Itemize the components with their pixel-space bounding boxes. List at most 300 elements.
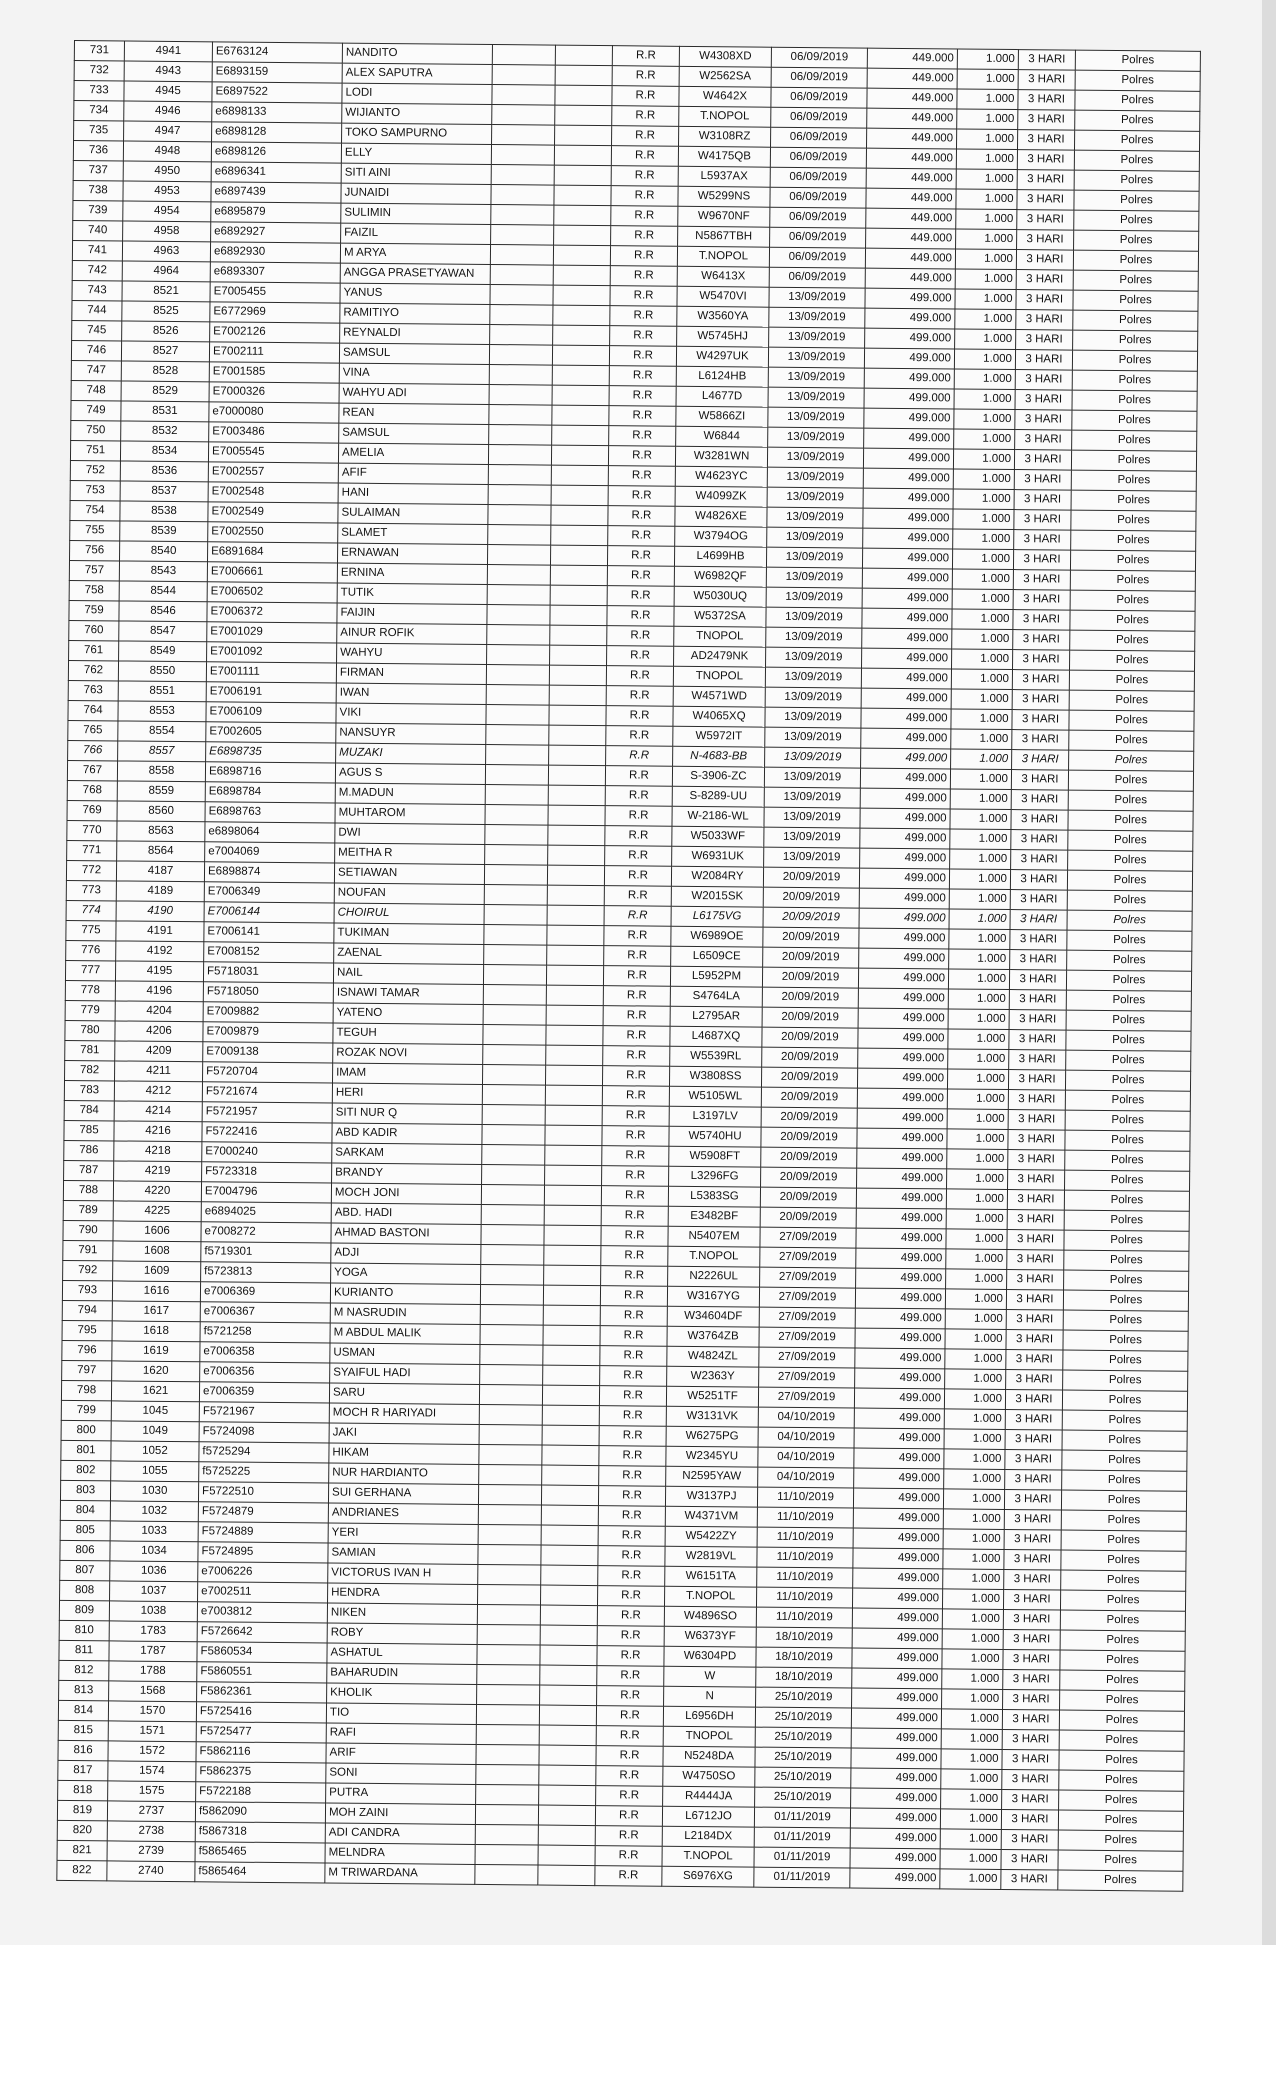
plate-cell: W6373YF	[664, 1626, 756, 1647]
blank-cell	[547, 945, 604, 966]
name-cell: HIKAM	[329, 1443, 479, 1464]
row-number: 783	[64, 1080, 114, 1100]
plate-cell: W5105WL	[669, 1086, 761, 1107]
name-cell: IWAN	[336, 683, 486, 704]
duration-cell: 3 HARI	[1009, 1050, 1066, 1071]
name-cell: ABD KADIR	[332, 1123, 482, 1144]
blank-cell	[479, 1404, 542, 1425]
blank-cell	[480, 1344, 543, 1365]
duration-cell: 3 HARI	[1018, 110, 1075, 131]
plate-cell: W9670NF	[678, 206, 770, 227]
status-cell: R.R	[610, 286, 677, 307]
blank-cell	[549, 745, 606, 766]
row-number: 744	[72, 300, 122, 320]
duration-cell: 3 HARI	[1001, 1849, 1058, 1870]
code-cell: 4219	[114, 1161, 202, 1182]
amount-cell: 449.000	[866, 228, 956, 249]
row-number: 768	[67, 780, 117, 800]
duration-cell: 3 HARI	[1002, 1749, 1059, 1770]
date-cell: 13/09/2019	[764, 827, 860, 848]
remark-cell: Polres	[1075, 50, 1200, 71]
plate-cell: L4677D	[676, 386, 768, 407]
row-number: 807	[60, 1560, 110, 1580]
id-cell: E7001111	[206, 662, 336, 683]
blank-cell	[478, 1484, 541, 1505]
name-cell: AFIF	[338, 463, 488, 484]
code-cell: 4211	[115, 1061, 203, 1082]
row-number: 802	[61, 1460, 111, 1480]
duration-cell: 3 HARI	[1017, 190, 1074, 211]
blank-cell	[487, 584, 550, 605]
name-cell: M NASRUDIN	[330, 1303, 480, 1324]
blank-cell	[475, 1864, 538, 1885]
date-cell: 13/09/2019	[768, 427, 864, 448]
plate-cell: L4687XQ	[670, 1026, 762, 1047]
duration-cell: 3 HARI	[1015, 350, 1072, 371]
plate-cell: W4297UK	[676, 346, 768, 367]
date-cell: 25/10/2019	[755, 1787, 851, 1808]
qty-cell: 1.000	[954, 409, 1015, 430]
status-cell: R.R	[600, 1366, 667, 1387]
blank-cell	[483, 964, 546, 985]
remark-cell: Polres	[1063, 1350, 1188, 1371]
blank-cell	[480, 1364, 543, 1385]
blank-cell	[476, 1784, 539, 1805]
duration-cell: 3 HARI	[1004, 1549, 1061, 1570]
date-cell: 13/09/2019	[765, 727, 861, 748]
blank-cell	[482, 1084, 545, 1105]
blank-cell	[552, 425, 609, 446]
status-cell: R.R	[608, 526, 675, 547]
name-cell: YANUS	[340, 283, 490, 304]
id-cell: E6772969	[210, 302, 340, 323]
plate-cell: L6712JO	[662, 1806, 754, 1827]
name-cell: NOUFAN	[334, 883, 484, 904]
amount-cell: 499.000	[863, 488, 953, 509]
id-cell: E7006141	[204, 922, 334, 943]
duration-cell: 3 HARI	[1003, 1689, 1060, 1710]
row-number: 794	[62, 1300, 112, 1320]
id-cell: E7006349	[204, 882, 334, 903]
status-cell: R.R	[605, 826, 672, 847]
name-cell: AMELIA	[338, 443, 488, 464]
qty-cell: 1.000	[950, 829, 1011, 850]
id-cell: E6893159	[212, 62, 342, 83]
remark-cell: Polres	[1066, 1030, 1191, 1051]
status-cell: R.R	[595, 1866, 662, 1887]
code-cell: 1621	[111, 1381, 199, 1402]
plate-cell: W6304PD	[664, 1646, 756, 1667]
blank-cell	[485, 784, 548, 805]
status-cell: R.R	[610, 326, 677, 347]
qty-cell: 1.000	[956, 209, 1017, 230]
blank-cell	[492, 125, 555, 146]
code-cell: 4220	[113, 1181, 201, 1202]
status-cell: R.R	[611, 226, 678, 247]
date-cell: 13/09/2019	[764, 787, 860, 808]
remark-cell: Polres	[1066, 1010, 1191, 1031]
plate-cell: N5407EM	[668, 1226, 760, 1247]
date-cell: 20/09/2019	[761, 1087, 857, 1108]
plate-cell: TNOPOL	[673, 666, 765, 687]
plate-cell: W2363Y	[667, 1366, 759, 1387]
status-cell: R.R	[611, 146, 678, 167]
plate-cell: W4065XQ	[673, 706, 765, 727]
status-cell: R.R	[597, 1666, 664, 1687]
code-cell: 8531	[121, 401, 209, 422]
duration-cell: 3 HARI	[1010, 890, 1067, 911]
plate-cell: L6175VG	[671, 906, 763, 927]
duration-cell: 3 HARI	[1008, 1110, 1065, 1131]
row-number: 796	[62, 1340, 112, 1360]
plate-cell: W34604DF	[667, 1306, 759, 1327]
date-cell: 13/09/2019	[767, 527, 863, 548]
code-cell: 2737	[107, 1801, 195, 1822]
qty-cell: 1.000	[944, 1449, 1005, 1470]
status-cell: R.R	[596, 1786, 663, 1807]
blank-cell	[491, 205, 554, 226]
remark-cell: Polres	[1058, 1830, 1183, 1851]
name-cell: WIJIANTO	[342, 103, 492, 124]
blank-cell	[490, 285, 553, 306]
row-number: 767	[67, 760, 117, 780]
blank-cell	[479, 1444, 542, 1465]
qty-cell: 1.000	[944, 1409, 1005, 1430]
blank-cell	[482, 1104, 545, 1125]
remark-cell: Polres	[1059, 1770, 1184, 1791]
date-cell: 11/10/2019	[756, 1587, 852, 1608]
qty-cell: 1.000	[943, 1529, 1004, 1550]
code-cell: 8563	[117, 821, 205, 842]
code-cell: 1783	[109, 1621, 197, 1642]
qty-cell: 1.000	[940, 1869, 1001, 1890]
plate-cell: W6275PG	[666, 1426, 758, 1447]
row-number: 776	[66, 940, 116, 960]
status-cell: R.R	[606, 706, 673, 727]
row-number: 819	[57, 1800, 107, 1820]
blank-cell	[541, 1505, 598, 1526]
code-cell: 8551	[118, 681, 206, 702]
date-cell: 13/09/2019	[768, 347, 864, 368]
blank-cell	[475, 1844, 538, 1865]
id-cell: E7006191	[206, 682, 336, 703]
row-number: 756	[70, 540, 120, 560]
plate-cell: S6976XG	[662, 1866, 754, 1887]
plate-cell: L6956DH	[663, 1706, 755, 1727]
id-cell: E7000240	[202, 1142, 332, 1163]
date-cell: 13/09/2019	[767, 467, 863, 488]
amount-cell: 499.000	[852, 1628, 942, 1649]
duration-cell: 3 HARI	[1018, 70, 1075, 91]
remark-cell: Polres	[1072, 350, 1197, 371]
status-cell: R.R	[605, 786, 672, 807]
row-number: 815	[58, 1720, 108, 1740]
date-cell: 11/10/2019	[757, 1527, 853, 1548]
amount-cell: 499.000	[857, 1088, 947, 1109]
amount-cell: 499.000	[853, 1568, 943, 1589]
name-cell: MUZAKI	[336, 743, 486, 764]
blank-cell	[480, 1324, 543, 1345]
row-number: 812	[59, 1660, 109, 1680]
qty-cell: 1.000	[953, 529, 1014, 550]
remark-cell: Polres	[1068, 850, 1193, 871]
code-cell: 1608	[113, 1241, 201, 1262]
blank-cell	[544, 1245, 601, 1266]
blank-cell	[486, 744, 549, 765]
blank-cell	[548, 805, 605, 826]
qty-cell: 1.000	[953, 449, 1014, 470]
blank-cell	[551, 505, 608, 526]
row-number: 757	[69, 560, 119, 580]
duration-cell: 3 HARI	[1003, 1609, 1060, 1630]
remark-cell: Polres	[1073, 250, 1198, 271]
name-cell: HANI	[338, 483, 488, 504]
blank-cell	[555, 65, 612, 86]
qty-cell: 1.000	[942, 1669, 1003, 1690]
date-cell: 11/10/2019	[756, 1607, 852, 1628]
name-cell: TEGUH	[333, 1023, 483, 1044]
name-cell: BRANDY	[332, 1163, 482, 1184]
blank-cell	[551, 525, 608, 546]
row-number: 785	[64, 1120, 114, 1140]
id-cell: e7003812	[197, 1602, 327, 1623]
qty-cell: 1.000	[948, 969, 1009, 990]
date-cell: 13/09/2019	[766, 607, 862, 628]
blank-cell	[490, 305, 553, 326]
duration-cell: 3 HARI	[1010, 870, 1067, 891]
amount-cell: 499.000	[859, 868, 949, 889]
code-cell: 1037	[110, 1581, 198, 1602]
id-cell: E6898716	[205, 762, 335, 783]
code-cell: 1609	[113, 1261, 201, 1282]
amount-cell: 499.000	[852, 1608, 942, 1629]
amount-cell: 499.000	[858, 1008, 948, 1029]
blank-cell	[554, 165, 611, 186]
plate-cell: W3137PJ	[665, 1486, 757, 1507]
name-cell: JAKI	[329, 1423, 479, 1444]
amount-cell: 499.000	[862, 588, 952, 609]
duration-cell: 3 HARI	[1016, 250, 1073, 271]
code-cell: 1619	[112, 1341, 200, 1362]
amount-cell: 449.000	[867, 68, 957, 89]
duration-cell: 3 HARI	[1013, 630, 1070, 651]
plate-cell: L2184DX	[662, 1826, 754, 1847]
duration-cell: 3 HARI	[1005, 1390, 1062, 1411]
blank-cell	[476, 1704, 539, 1725]
code-cell: 8553	[118, 701, 206, 722]
plate-cell: T.NOPOL	[679, 106, 771, 127]
blank-cell	[484, 924, 547, 945]
code-cell: 1572	[108, 1741, 196, 1762]
blank-cell	[546, 965, 603, 986]
blank-cell	[482, 1124, 545, 1145]
blank-cell	[541, 1565, 598, 1586]
blank-cell	[479, 1424, 542, 1445]
duration-cell: 3 HARI	[1009, 970, 1066, 991]
amount-cell: 449.000	[866, 148, 956, 169]
name-cell: TUTIK	[337, 583, 487, 604]
name-cell: ANGGA PRASETYAWAN	[340, 263, 490, 284]
date-cell: 13/09/2019	[766, 647, 862, 668]
blank-cell	[541, 1525, 598, 1546]
blank-cell	[545, 1125, 602, 1146]
name-cell: TUKIMAN	[334, 923, 484, 944]
blank-cell	[483, 984, 546, 1005]
amount-cell: 499.000	[861, 748, 951, 769]
row-number: 801	[61, 1440, 111, 1460]
qty-cell: 1.000	[946, 1229, 1007, 1250]
status-cell: R.R	[601, 1186, 668, 1207]
plate-cell: T.NOPOL	[668, 1246, 760, 1267]
status-cell: R.R	[612, 106, 679, 127]
code-cell: 2738	[107, 1821, 195, 1842]
blank-cell	[543, 1285, 600, 1306]
table-body	[57, 41, 1201, 1892]
blank-cell	[553, 325, 610, 346]
plate-cell: W2819VL	[665, 1546, 757, 1567]
duration-cell: 3 HARI	[1003, 1669, 1060, 1690]
remark-cell: Polres	[1065, 1110, 1190, 1131]
blank-cell	[545, 1085, 602, 1106]
date-cell: 20/09/2019	[761, 1107, 857, 1128]
blank-cell	[484, 884, 547, 905]
remark-cell: Polres	[1060, 1610, 1185, 1631]
amount-cell: 449.000	[867, 88, 957, 109]
id-cell: E7002126	[210, 322, 340, 343]
code-cell: 1052	[111, 1441, 199, 1462]
remark-cell: Polres	[1062, 1410, 1187, 1431]
row-number: 791	[63, 1240, 113, 1260]
row-number: 755	[70, 520, 120, 540]
amount-cell: 499.000	[854, 1448, 944, 1469]
code-cell: 8539	[120, 521, 208, 542]
amount-cell: 499.000	[856, 1248, 946, 1269]
plate-cell: W4642X	[679, 86, 771, 107]
plate-cell: T.NOPOL	[662, 1846, 754, 1867]
status-cell: R.R	[607, 626, 674, 647]
date-cell: 13/09/2019	[766, 567, 862, 588]
name-cell: MEITHA R	[335, 843, 485, 864]
qty-cell: 1.000	[946, 1249, 1007, 1270]
qty-cell: 1.000	[953, 509, 1014, 530]
id-cell: E7001092	[207, 642, 337, 663]
blank-cell	[476, 1764, 539, 1785]
blank-cell	[552, 345, 609, 366]
duration-cell: 3 HARI	[1012, 730, 1069, 751]
blank-cell	[547, 865, 604, 886]
status-cell: R.R	[604, 906, 671, 927]
duration-cell: 3 HARI	[1014, 450, 1071, 471]
date-cell: 13/09/2019	[766, 547, 862, 568]
code-cell: 8538	[120, 501, 208, 522]
id-cell: E7009882	[203, 1002, 333, 1023]
blank-cell	[554, 185, 611, 206]
amount-cell: 499.000	[861, 668, 951, 689]
status-cell: R.R	[609, 406, 676, 427]
remark-cell: Polres	[1059, 1790, 1184, 1811]
id-cell: e7004069	[205, 842, 335, 863]
blank-cell	[490, 325, 553, 346]
status-cell: R.R	[607, 546, 674, 567]
date-cell: 18/10/2019	[756, 1647, 852, 1668]
plate-cell: W5030UQ	[674, 586, 766, 607]
date-cell: 27/09/2019	[760, 1227, 856, 1248]
id-cell: E7002548	[208, 482, 338, 503]
remark-cell: Polres	[1063, 1330, 1188, 1351]
blank-cell	[489, 365, 552, 386]
code-cell: 8525	[122, 301, 210, 322]
qty-cell: 1.000	[952, 629, 1013, 650]
code-cell: 4958	[123, 221, 211, 242]
code-cell: 8546	[119, 601, 207, 622]
amount-cell: 499.000	[861, 708, 951, 729]
blank-cell	[553, 305, 610, 326]
plate-cell: R4444JA	[663, 1786, 755, 1807]
blank-cell	[476, 1744, 539, 1765]
remark-cell: Polres	[1061, 1550, 1186, 1571]
remark-cell: Polres	[1070, 610, 1195, 631]
id-cell: F5724895	[198, 1542, 328, 1563]
status-cell: R.R	[599, 1386, 666, 1407]
remark-cell: Polres	[1069, 650, 1194, 671]
status-cell: R.R	[611, 166, 678, 187]
status-cell: R.R	[601, 1226, 668, 1247]
status-cell: R.R	[605, 766, 672, 787]
status-cell: R.R	[597, 1606, 664, 1627]
status-cell: R.R	[595, 1846, 662, 1867]
amount-cell: 499.000	[856, 1208, 946, 1229]
status-cell: R.R	[602, 1086, 669, 1107]
remark-cell: Polres	[1061, 1530, 1186, 1551]
status-cell: R.R	[602, 1066, 669, 1087]
amount-cell: 499.000	[850, 1868, 940, 1889]
date-cell: 27/09/2019	[759, 1347, 855, 1368]
code-cell: 8564	[117, 841, 205, 862]
date-cell: 20/09/2019	[761, 1067, 857, 1088]
qty-cell: 1.000	[944, 1389, 1005, 1410]
name-cell: CHOIRUL	[334, 903, 484, 924]
date-cell: 25/10/2019	[755, 1727, 851, 1748]
remark-cell: Polres	[1072, 390, 1197, 411]
remark-cell: Polres	[1059, 1730, 1184, 1751]
date-cell: 13/09/2019	[765, 687, 861, 708]
qty-cell: 1.000	[941, 1729, 1002, 1750]
plate-cell: S-8289-UU	[672, 786, 764, 807]
date-cell: 06/09/2019	[770, 187, 866, 208]
status-cell: R.R	[603, 1046, 670, 1067]
remark-cell: Polres	[1067, 910, 1192, 931]
date-cell: 27/09/2019	[760, 1267, 856, 1288]
plate-cell: W2345YU	[666, 1446, 758, 1467]
status-cell: R.R	[600, 1306, 667, 1327]
blank-cell	[550, 545, 607, 566]
row-number: 769	[67, 800, 117, 820]
status-cell: R.R	[599, 1466, 666, 1487]
code-cell: 8526	[122, 321, 210, 342]
code-cell: 8528	[121, 361, 209, 382]
remark-cell: Polres	[1062, 1470, 1187, 1491]
amount-cell: 499.000	[858, 1048, 948, 1069]
blank-cell	[480, 1304, 543, 1325]
code-cell: 2739	[107, 1841, 195, 1862]
row-number: 816	[58, 1740, 108, 1760]
qty-cell: 1.000	[952, 589, 1013, 610]
id-cell: f5862090	[195, 1802, 325, 1823]
id-cell: f5719301	[201, 1242, 331, 1263]
row-number: 788	[63, 1180, 113, 1200]
qty-cell: 1.000	[945, 1289, 1006, 1310]
date-cell: 13/09/2019	[767, 507, 863, 528]
